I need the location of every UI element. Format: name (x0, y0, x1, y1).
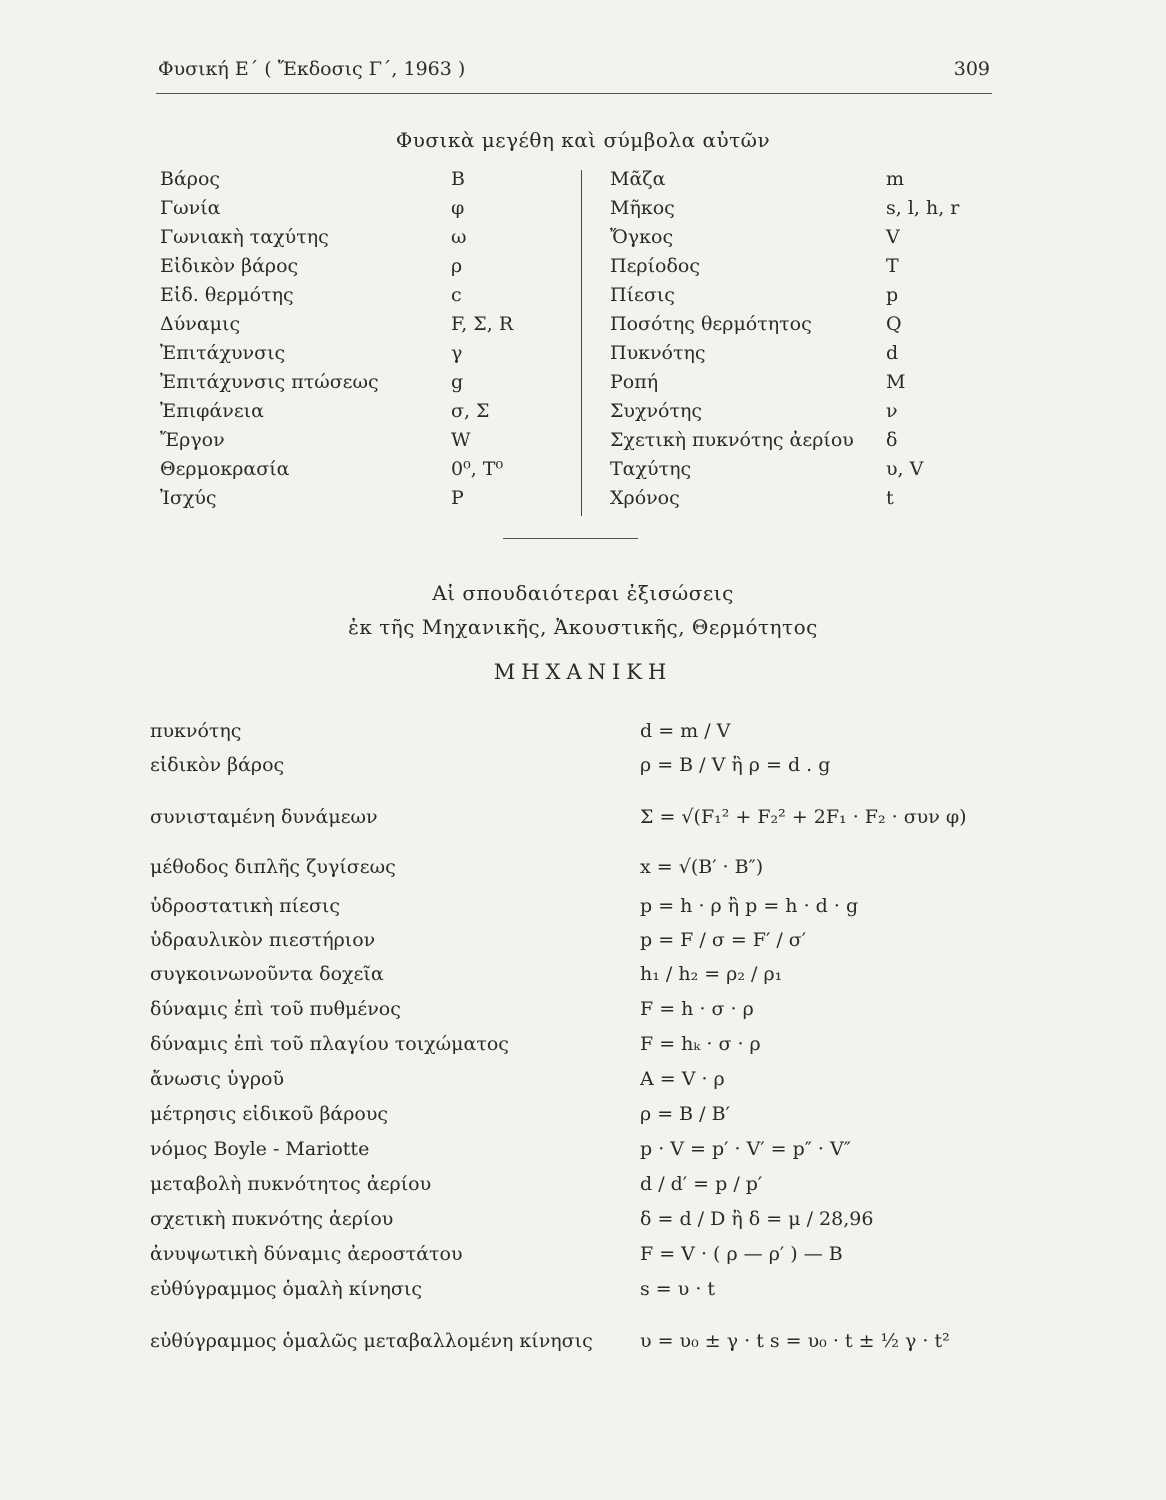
section-divider (503, 538, 638, 539)
equation-formula: δ = d / D ἢ δ = μ / 28,96 (640, 1208, 874, 1230)
symbol-name-left: Εἰδικὸν βάρος (160, 255, 299, 277)
equation-row (0, 1103, 1166, 1137)
equation-name: μεταβολὴ πυκνότητος ἀερίου (150, 1173, 432, 1195)
symbol-name-right: Μᾶζα (610, 168, 666, 190)
equation-formula: ρ = B / V ἢ ρ = d . g (640, 754, 831, 776)
symbols-heading: Φυσικὰ μεγέθη καὶ σύμβολα αὐτῶν (395, 128, 771, 152)
symbol-name-left: Βάρος (160, 168, 221, 190)
symbol-right: M (886, 371, 906, 393)
page-number: 309 (953, 58, 990, 80)
symbol-right: ν (886, 400, 898, 422)
symbol-name-left: Γωνία (160, 197, 221, 219)
equation-row (0, 720, 1166, 754)
header-rule (156, 93, 992, 94)
symbol-name-left: Ἰσχύς (160, 487, 217, 509)
symbol-left: 0⁰, T⁰ (451, 458, 504, 480)
symbol-right: Q (886, 313, 902, 335)
equation-formula: d / d′ = p / p′ (640, 1173, 763, 1195)
equation-name: σχετικὴ πυκνότης ἀερίου (150, 1208, 394, 1230)
symbol-right: V (886, 226, 900, 248)
equation-row (0, 998, 1166, 1032)
symbol-row (0, 168, 1166, 197)
equation-name: ὑδροστατικὴ πίεσις (150, 895, 341, 917)
symbol-name-right: Ποσότης θερμότητος (610, 313, 812, 335)
symbol-name-left: Δύναμις (160, 313, 241, 335)
symbol-left: c (451, 284, 462, 306)
symbol-name-right: Ὄγκος (610, 226, 674, 248)
symbol-name-right: Μῆκος (610, 197, 675, 219)
symbol-name-left: Ἐπιφάνεια (160, 400, 264, 422)
symbol-row (0, 487, 1166, 516)
equation-formula: F = V · ( ρ — ρ′ ) — B (640, 1243, 843, 1265)
symbol-right: t (886, 487, 894, 509)
equation-name: δύναμις ἐπὶ τοῦ πλαγίου τοιχώματος (150, 1033, 509, 1055)
symbol-right: δ (886, 429, 898, 451)
symbol-name-left: Ἐπιτάχυνσις πτώσεως (160, 371, 379, 393)
symbol-name-right: Σχετικὴ πυκνότης ἀερίου (610, 429, 854, 451)
symbol-left: F, Σ, R (451, 313, 514, 335)
equation-row (0, 806, 1166, 840)
equation-row (0, 1138, 1166, 1172)
symbol-row (0, 371, 1166, 400)
symbol-name-left: Θερμοκρασία (160, 458, 290, 480)
equation-row (0, 929, 1166, 963)
symbol-left: γ (451, 342, 463, 364)
symbol-name-left: Ἐπιτάχυνσις (160, 342, 286, 364)
symbol-right: m (886, 168, 905, 190)
equation-row (0, 1243, 1166, 1277)
equation-row (0, 754, 1166, 788)
symbol-left: P (451, 487, 464, 509)
equation-formula: ρ = B / B′ (640, 1103, 730, 1125)
symbol-right: s, l, h, r (886, 197, 960, 219)
equation-row (0, 1330, 1166, 1364)
table-divider (581, 170, 582, 516)
running-head (158, 58, 990, 90)
equation-formula: A = V · ρ (640, 1068, 725, 1090)
equation-row (0, 856, 1166, 890)
equation-row (0, 1278, 1166, 1312)
equation-formula: d = m / V (640, 720, 731, 742)
mechanics-heading: ΜΗΧΑΝΙΚΗ (493, 660, 673, 684)
symbol-name-left: Ἔργον (160, 429, 225, 451)
running-head-title: Φυσική Ε΄ ( Ἔκδοσις Γ΄, 1963 ) (158, 58, 466, 80)
symbols-table (0, 168, 1166, 528)
symbol-left: W (451, 429, 471, 451)
equation-formula: F = hₖ · σ · ρ (640, 1033, 761, 1055)
symbol-name-right: Πυκνότης (610, 342, 706, 364)
equations-heading-line2: ἐκ τῆς Μηχανικῆς, Ἀκουστικῆς, Θερμότητος (348, 615, 818, 639)
symbol-left: φ (451, 197, 465, 219)
equation-row (0, 1208, 1166, 1242)
equation-row (0, 1033, 1166, 1067)
symbol-row (0, 429, 1166, 458)
equation-row (0, 895, 1166, 929)
symbol-row (0, 400, 1166, 429)
symbol-right: d (886, 342, 899, 364)
equation-name: ἄνωσις ὑγροῦ (150, 1068, 285, 1090)
equation-formula: p = F / σ = F′ / σ′ (640, 929, 807, 951)
equation-row (0, 963, 1166, 997)
equation-name: δύναμις ἐπὶ τοῦ πυθμένος (150, 998, 401, 1020)
symbol-name-right: Πίεσις (610, 284, 675, 306)
equation-formula: F = h · σ · ρ (640, 998, 754, 1020)
equation-row (0, 1068, 1166, 1102)
equation-row (0, 1173, 1166, 1207)
symbol-row (0, 226, 1166, 255)
symbol-left: B (451, 168, 465, 190)
equation-name: ὑδραυλικὸν πιεστήριον (150, 929, 376, 951)
symbol-row (0, 197, 1166, 226)
equation-name: νόμος Boyle - Mariotte (150, 1138, 370, 1160)
symbol-right: p (886, 284, 899, 306)
symbol-name-right: Χρόνος (610, 487, 680, 509)
equation-name: μέτρησις εἰδικοῦ βάρους (150, 1103, 389, 1125)
symbol-row (0, 284, 1166, 313)
equation-formula: h₁ / h₂ = ρ₂ / ρ₁ (640, 963, 783, 985)
equations-heading-line1: Αἱ σπουδαιότεραι ἐξισώσεις (432, 581, 734, 605)
equation-name: συνισταμένη δυνάμεων (150, 806, 378, 828)
symbol-left: ρ (451, 255, 463, 277)
equation-formula: υ = υ₀ ± γ · t s = υ₀ · t ± ½ γ · t² (640, 1330, 950, 1352)
symbol-left: g (451, 371, 464, 393)
equation-formula: p = h · ρ ἢ p = h · d · g (640, 895, 859, 917)
symbol-name-right: Συχνότης (610, 400, 703, 422)
equation-formula: Σ = √(F₁² + F₂² + 2F₁ · F₂ · συν φ) (640, 806, 967, 828)
equation-name: μέθοδος διπλῆς ζυγίσεως (150, 856, 396, 878)
symbol-row (0, 255, 1166, 284)
equation-name: πυκνότης (150, 720, 242, 742)
symbol-row (0, 313, 1166, 342)
equation-name: συγκοινωνοῦντα δοχεῖα (150, 963, 384, 985)
equation-name: εὐθύγραμμος ὁμαλῶς μεταβαλλομένη κίνησις (150, 1330, 593, 1352)
symbol-row (0, 458, 1166, 487)
symbol-name-right: Ροπή (610, 371, 659, 393)
equation-formula: x = √(B′ · B″) (640, 856, 764, 878)
equation-name: ἀνυψωτικὴ δύναμις ἀεροστάτου (150, 1243, 463, 1265)
symbol-left: ω (451, 226, 467, 248)
symbol-name-right: Ταχύτης (610, 458, 692, 480)
symbol-right: υ, V (886, 458, 924, 480)
equation-name: εὐθύγραμμος ὁμαλὴ κίνησις (150, 1278, 422, 1300)
symbol-left: σ, Σ (451, 400, 490, 422)
symbol-row (0, 342, 1166, 371)
symbol-name-left: Εἰδ. θερμότης (160, 284, 294, 306)
equation-formula: s = υ · t (640, 1278, 716, 1300)
equation-formula: p · V = p′ · V′ = p″ · V″ (640, 1138, 851, 1160)
symbol-name-right: Περίοδος (610, 255, 700, 277)
symbol-name-left: Γωνιακὴ ταχύτης (160, 226, 329, 248)
equation-name: εἰδικὸν βάρος (150, 754, 285, 776)
symbol-right: T (886, 255, 899, 277)
